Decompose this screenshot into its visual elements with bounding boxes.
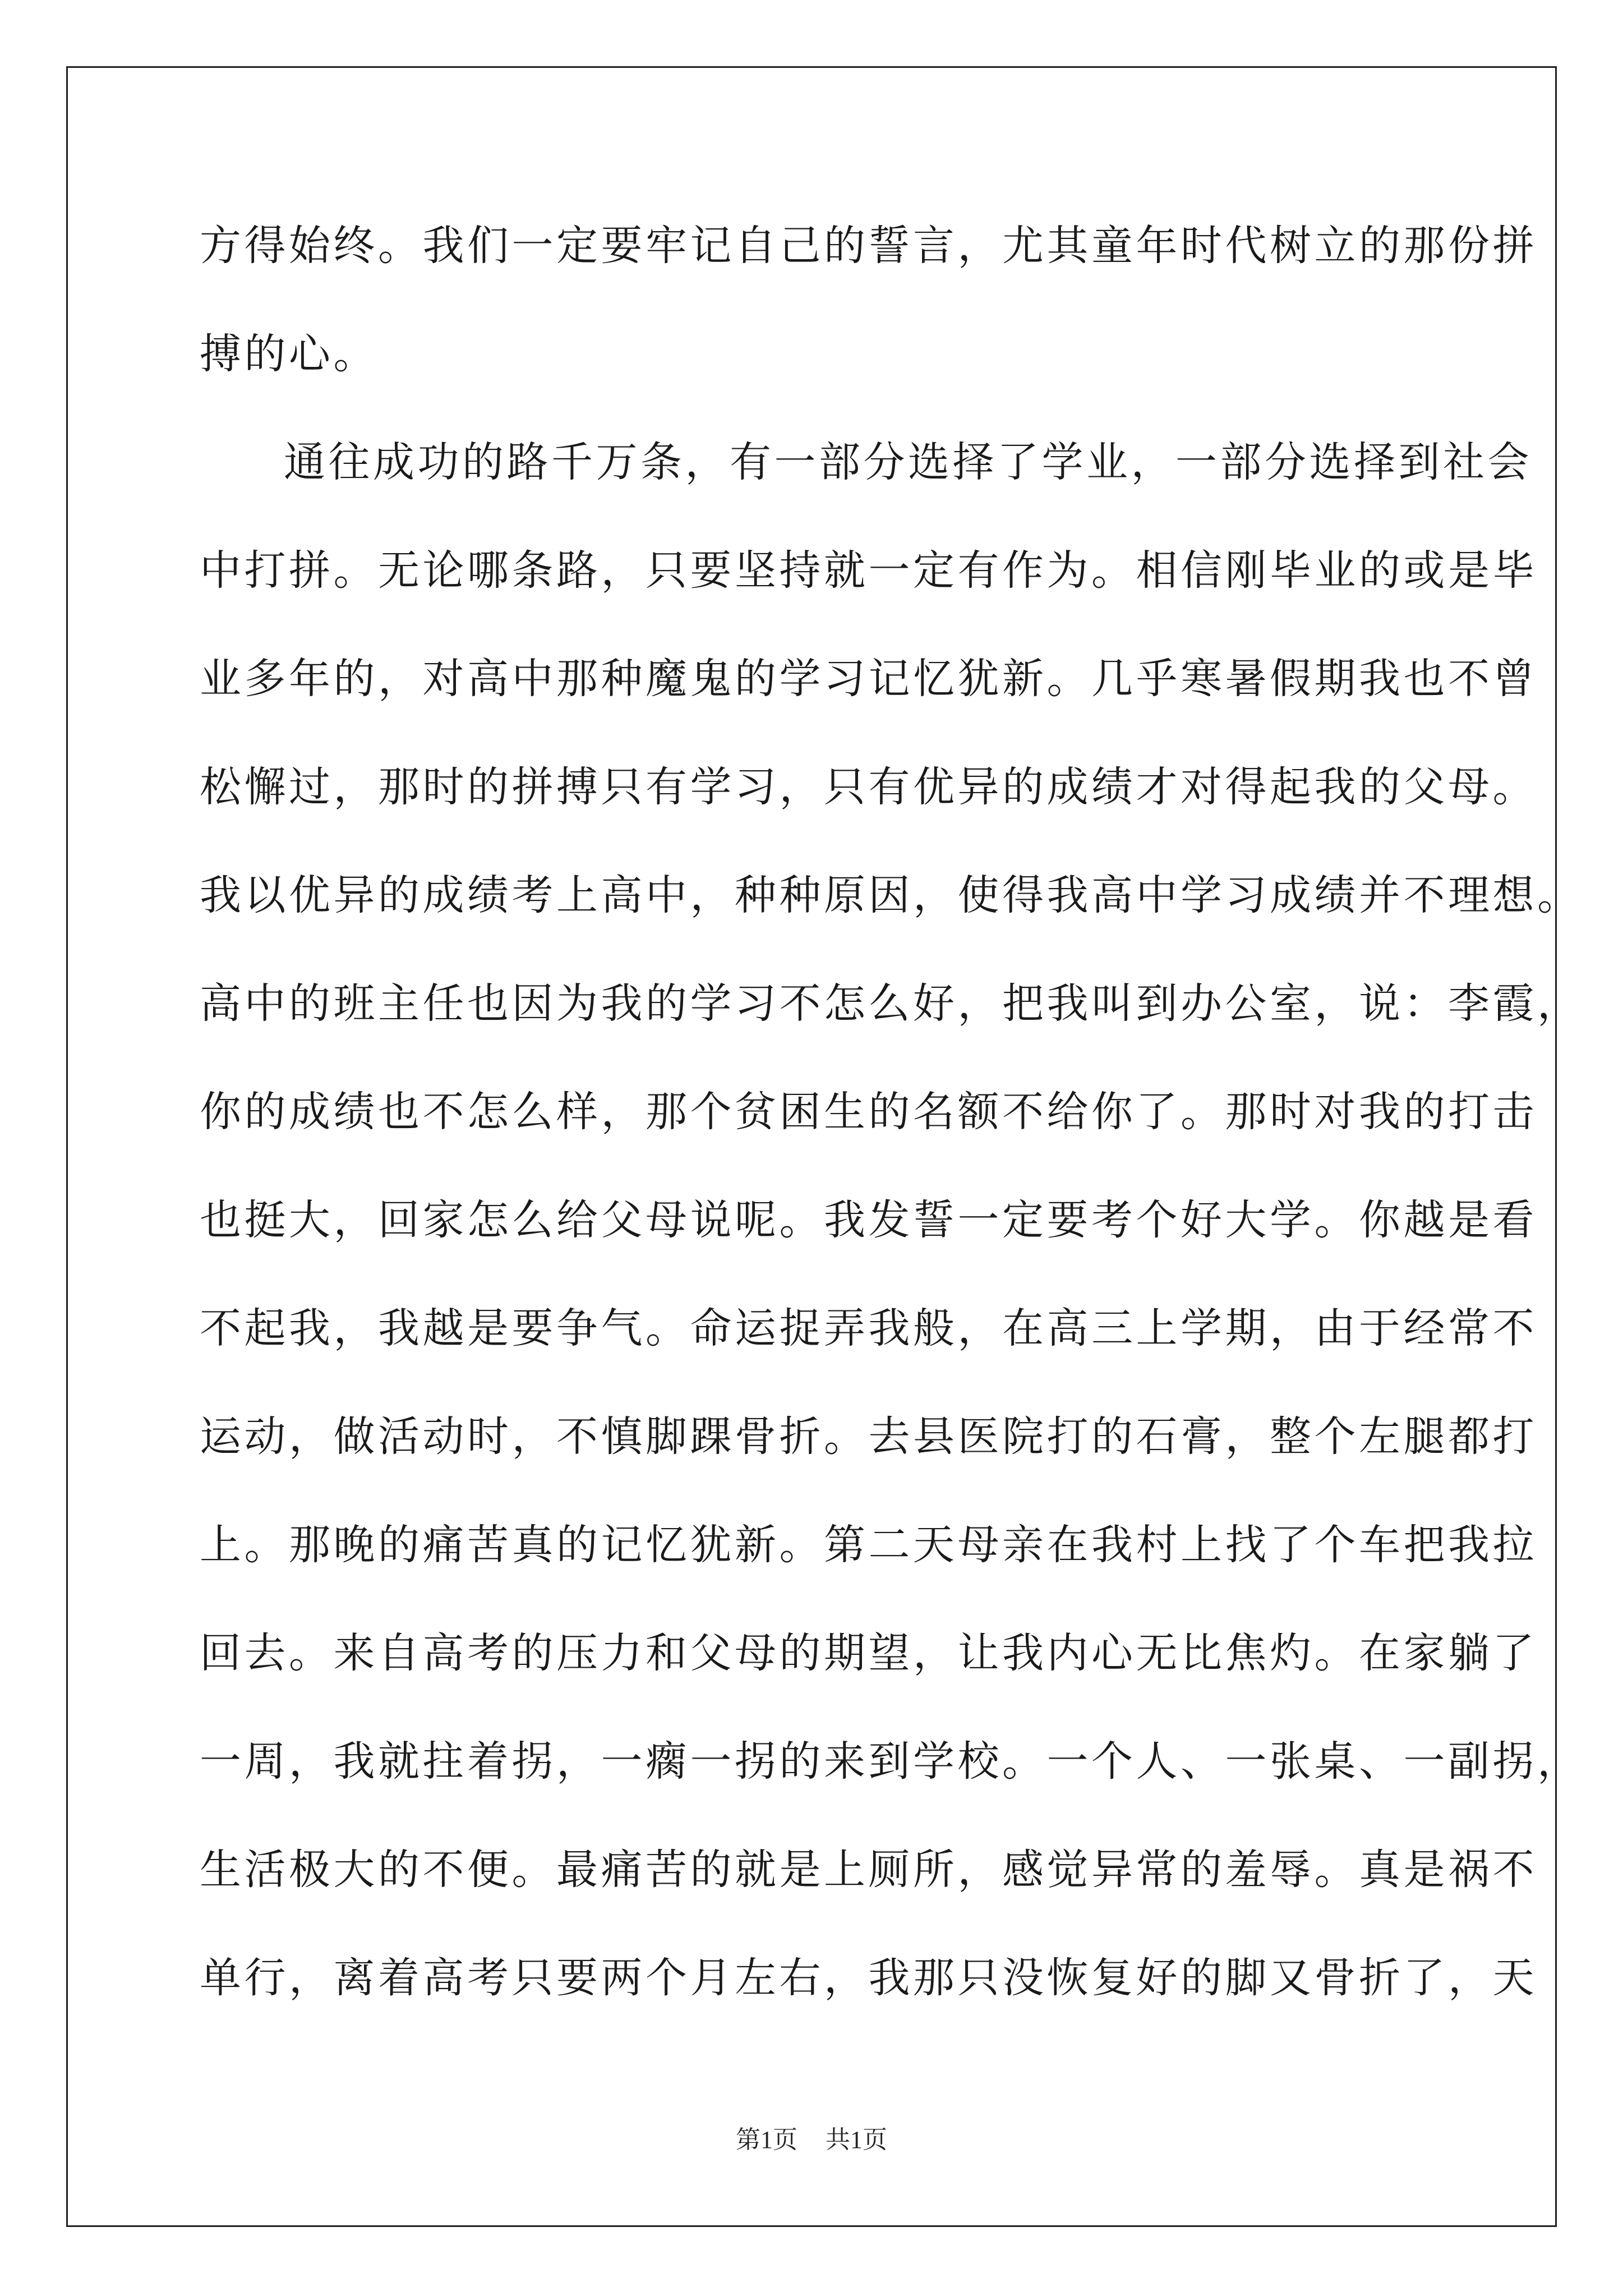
text-line: 松懈过，那时的拼搏只有学习，只有优异的成绩才对得起我的父母。 xyxy=(200,763,1537,811)
text-line: 上。那晚的痛苦真的记忆犹新。第二天母亲在我村上找了个车把我拉 xyxy=(200,1521,1537,1569)
text-line: 我以优异的成绩考上高中，种种原因，使得我高中学习成绩并不理想。 xyxy=(200,871,1582,919)
text-line: 运动，做活动时，不慎脚踝骨折。去县医院打的石膏，整个左腿都打 xyxy=(200,1412,1537,1461)
text-line: 单行，离着高考只要两个月左右，我那只没恢复好的脚又骨折了，天 xyxy=(200,1954,1537,2002)
text-line: 也挺大，回家怎么给父母说呢。我发誓一定要考个好大学。你越是看 xyxy=(200,1196,1537,1244)
text-line: 不起我，我越是要争气。命运捉弄我般，在高三上学期，由于经常不 xyxy=(200,1304,1537,1352)
text-line: 你的成绩也不怎么样，那个贫困生的名额不给你了。那时对我的打击 xyxy=(200,1088,1537,1136)
page-number-total: 共1页 xyxy=(826,2126,887,2154)
text-line: 高中的班主任也因为我的学习不怎么好，把我叫到办公室，说：李霞， xyxy=(200,979,1582,1028)
page-footer xyxy=(0,2119,1623,2155)
page-number-current: 第1页 xyxy=(736,2126,797,2154)
text-line: 业多年的，对高中那种魔鬼的学习记忆犹新。几乎寒暑假期我也不曾 xyxy=(200,655,1537,703)
text-line: 中打拼。无论哪条路，只要坚持就一定有作为。相信刚毕业的或是毕 xyxy=(200,546,1537,595)
paragraph-start-line: 通往成功的路千万条，有一部分选择了学业，一部分选择到社会 xyxy=(284,438,1532,486)
document-body xyxy=(200,213,1582,2054)
text-line: 搏的心。 xyxy=(200,330,378,378)
text-line: 方得始终。我们一定要牢记自己的誓言，尤其童年时代树立的那份拼 xyxy=(200,222,1537,270)
text-line: 回去。来自高考的压力和父母的期望，让我内心无比焦灼。在家躺了 xyxy=(200,1629,1537,1677)
text-line: 生活极大的不便。最痛苦的就是上厕所，感觉异常的羞辱。真是祸不 xyxy=(200,1846,1537,1894)
text-line: 一周，我就拄着拐，一瘸一拐的来到学校。一个人、一张桌、一副拐， xyxy=(200,1737,1582,1786)
